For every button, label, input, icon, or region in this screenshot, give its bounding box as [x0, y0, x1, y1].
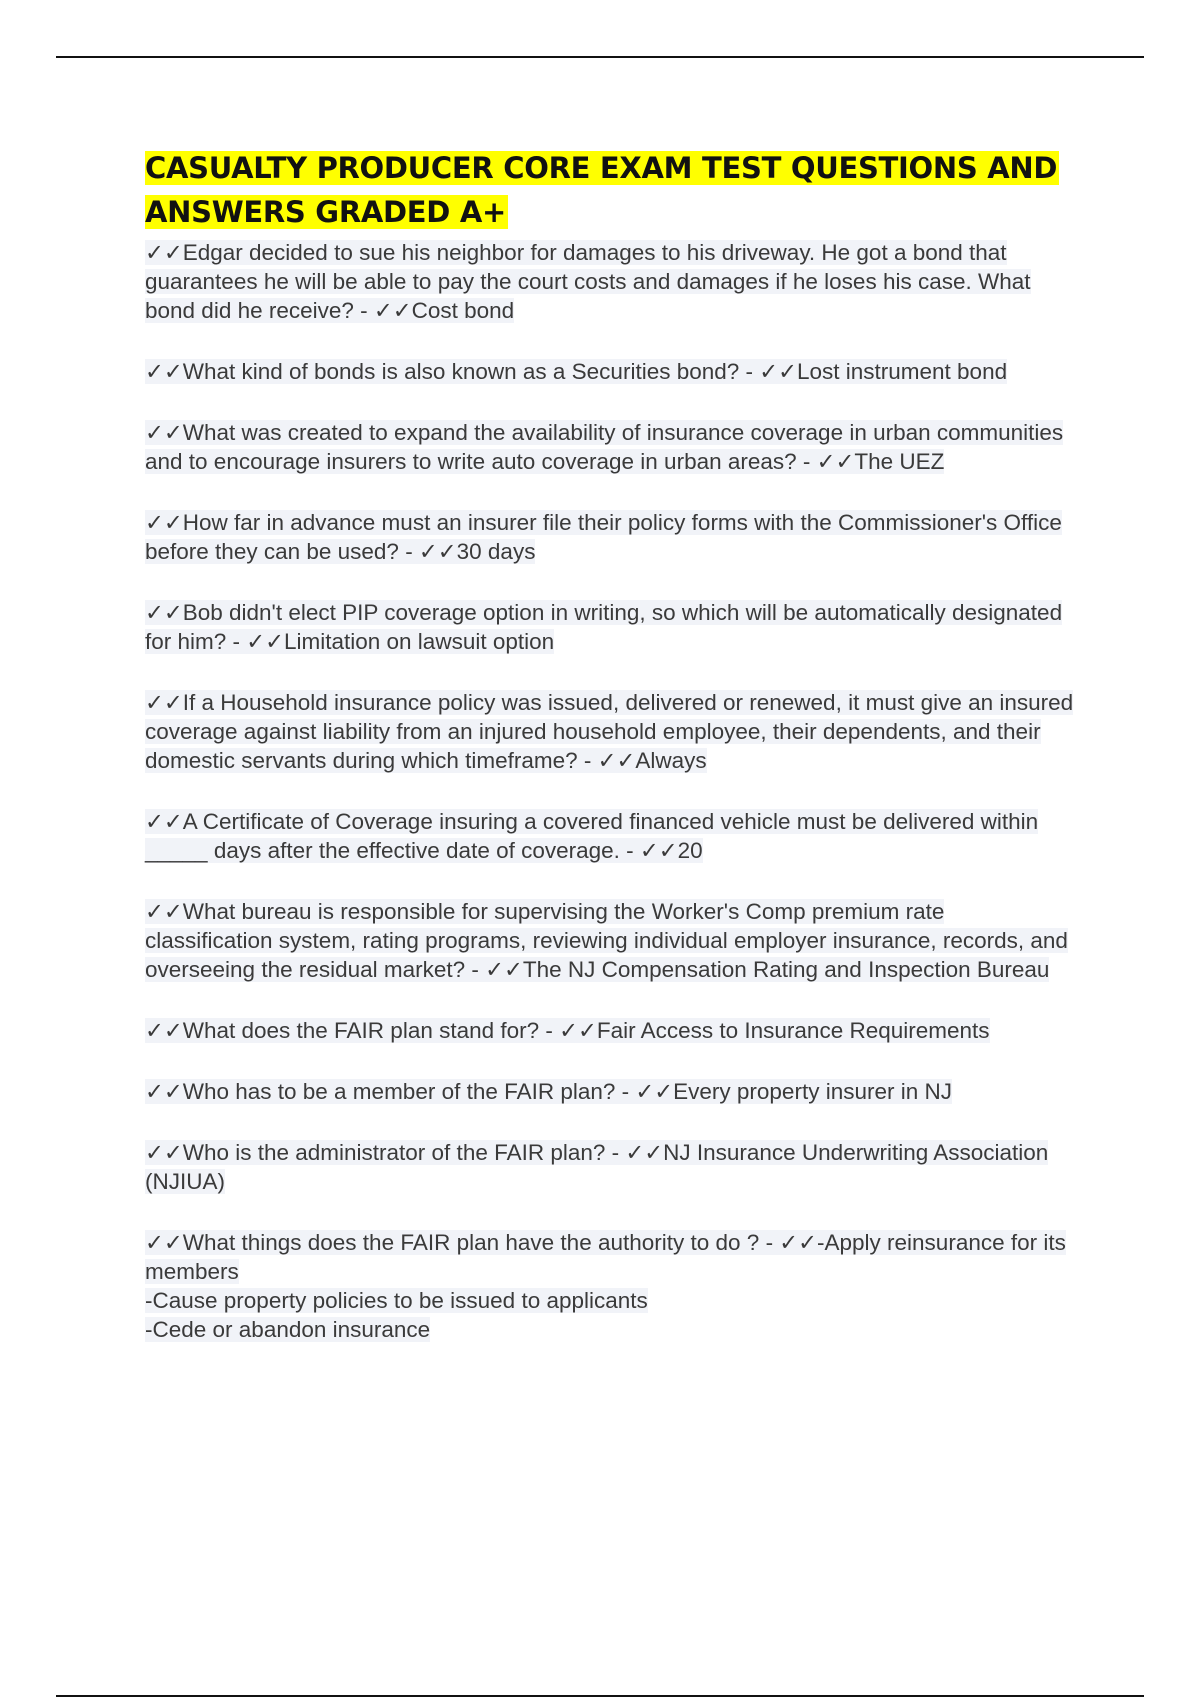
qa-item-10: ✓✓Who has to be a member of the FAIR plan? - ✓✓Every property insurer in NJ: [145, 1079, 952, 1104]
qa-item-1: ✓✓Edgar decided to sue his neighbor for damages to his driveway. He got a bond that guarantees he will be able to pay the court costs and damages if he loses his case. What bond did he receive? - ✓✓Cost bond: [145, 240, 1031, 323]
qa-item-5: ✓✓Bob didn't elect PIP coverage option in writing, so which will be automatically designated for him? - ✓✓Limitation on lawsuit option: [145, 600, 1063, 654]
qa-item-6: ✓✓If a Household insurance policy was issued, delivered or renewed, it must give an insured coverage against liability from an injured household employee, their dependents, and their domestic servants during which timeframe? - ✓✓Always: [145, 690, 1074, 773]
qa-item-12: [145, 1228, 1075, 1344]
qa-item-8: ✓✓What bureau is responsible for supervising the Worker's Comp premium rate classification system, rating programs, reviewing individual employer insurance, records, and overseeing the residual market? - ✓✓The NJ Compensation Rating and Inspection Bureau: [145, 899, 1068, 982]
document-body: [145, 146, 1075, 1376]
qa-item-12-intro: ✓✓What things does the FAIR plan have the authority to do ? - ✓✓-Apply reinsurance for its members: [145, 1230, 1066, 1284]
bottom-rule: [56, 1695, 1144, 1697]
qa-item-9: ✓✓What does the FAIR plan stand for? - ✓✓Fair Access to Insurance Requirements: [145, 1018, 990, 1043]
qa-item-4: ✓✓How far in advance must an insurer file their policy forms with the Commissioner's Office before they can be used? - ✓✓30 days: [145, 510, 1062, 564]
qa-item-12-line-3: -Cede or abandon insurance: [145, 1317, 431, 1342]
qa-item-7: ✓✓A Certificate of Coverage insuring a covered financed vehicle must be delivered within _____ days after the effective date of coverage. - ✓✓20: [145, 809, 1039, 863]
qa-item-12-line-2: -Cause property policies to be issued to applicants: [145, 1288, 648, 1313]
top-rule: [56, 56, 1144, 58]
qa-item-11: ✓✓Who is the administrator of the FAIR plan? - ✓✓NJ Insurance Underwriting Association (NJIUA): [145, 1140, 1049, 1194]
qa-item-2: ✓✓What kind of bonds is also known as a Securities bond? - ✓✓Lost instrument bond: [145, 359, 1008, 384]
document-title: CASUALTY PRODUCER CORE EXAM TEST QUESTIONS AND ANSWERS GRADED A+: [145, 151, 1058, 229]
qa-item-3: ✓✓What was created to expand the availability of insurance coverage in urban communities and to encourage insurers to write auto coverage in urban areas? - ✓✓The UEZ: [145, 420, 1064, 474]
